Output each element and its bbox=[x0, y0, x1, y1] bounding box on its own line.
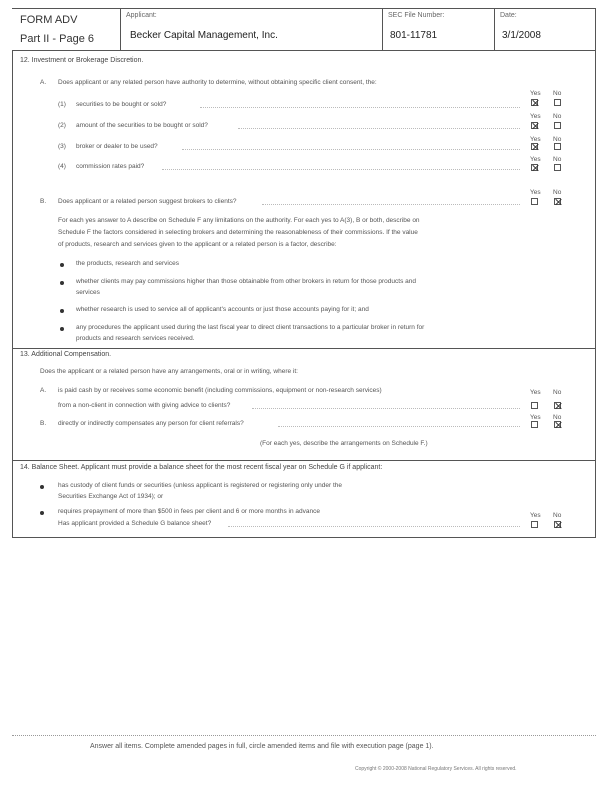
section-12b-yes-checkbox[interactable] bbox=[531, 198, 538, 205]
section-13b-yes-checkbox[interactable] bbox=[531, 421, 538, 428]
yes-label: Yes bbox=[530, 189, 541, 196]
item-12a3-text: broker or dealer to be used? bbox=[76, 143, 158, 150]
no-label: No bbox=[553, 113, 562, 120]
section-14-yes-checkbox[interactable] bbox=[531, 521, 538, 528]
header-divider-3 bbox=[494, 8, 495, 50]
item-12a3-number: (3) bbox=[58, 143, 66, 150]
item-12a2-number: (2) bbox=[58, 122, 66, 129]
section-12b-question: Does applicant or a related person suggest brokers to clients? bbox=[58, 198, 237, 205]
bullet-icon bbox=[40, 511, 44, 515]
footer-instructions: Answer all items. Complete amended pages in full, circle amended items and file with execution page (page 1). bbox=[90, 743, 434, 750]
yes-label: Yes bbox=[530, 414, 541, 421]
item-12a3-no-checkbox[interactable] bbox=[554, 143, 561, 150]
section-13b-no-checkbox[interactable] bbox=[554, 421, 561, 428]
header-divider-1 bbox=[120, 8, 121, 50]
dot-leader bbox=[162, 169, 520, 170]
section-13-divider bbox=[12, 348, 596, 349]
yes-label: Yes bbox=[530, 136, 541, 143]
dot-leader bbox=[182, 149, 520, 150]
dot-leader bbox=[252, 408, 520, 409]
section-14-bullet-text: Securities Exchange Act of 1934); or bbox=[58, 493, 164, 500]
no-label: No bbox=[553, 389, 562, 396]
dot-leader bbox=[228, 526, 520, 527]
section-13a-yes-checkbox[interactable] bbox=[531, 402, 538, 409]
no-label: No bbox=[553, 189, 562, 196]
section-12-paragraph-line: For each yes answer to A describe on Schedule F any limitations on the authority. For each yes to A(3), B or both, describe on bbox=[58, 217, 420, 224]
date-label: Date: bbox=[500, 12, 517, 19]
header-right-border bbox=[595, 8, 596, 50]
yes-label: Yes bbox=[530, 90, 541, 97]
item-12a1-no-checkbox[interactable] bbox=[554, 99, 561, 106]
section-12-bullet-text: the products, research and services bbox=[76, 260, 179, 267]
dot-leader bbox=[238, 128, 520, 129]
item-12a2-text: amount of the securities to be bought or sold? bbox=[76, 122, 208, 129]
no-label: No bbox=[553, 90, 562, 97]
item-12a3-yes-checkbox[interactable] bbox=[531, 143, 538, 150]
section-14-no-checkbox[interactable] bbox=[554, 521, 561, 528]
no-label: No bbox=[553, 156, 562, 163]
section-12-bullet-text: any procedures the applicant used during the last fiscal year to direct client transactions to a particular broker in return for bbox=[76, 324, 425, 331]
bullet-icon bbox=[60, 263, 64, 267]
section-12-bullet-text: whether clients may pay commissions higher than those obtainable from other brokers in return for those products and bbox=[76, 278, 416, 285]
item-12a4-number: (4) bbox=[58, 163, 66, 170]
yes-label: Yes bbox=[530, 512, 541, 519]
section-14-bullet-text: has custody of client funds or securities (unless applicant is registered or registering only under the bbox=[58, 482, 342, 489]
sec-file-label: SEC File Number: bbox=[388, 12, 445, 19]
section-14-divider bbox=[12, 460, 596, 461]
section-14-bottom-border bbox=[12, 537, 596, 538]
dot-leader bbox=[278, 426, 520, 427]
section-13-intro: Does the applicant or a related person have any arrangements, oral or in writing, where it: bbox=[40, 368, 298, 375]
footer-copyright: Copyright © 2000-2008 National Regulatory Services. All rights reserved. bbox=[355, 766, 517, 772]
section-13a-letter: A. bbox=[40, 387, 47, 394]
section-12b-letter: B. bbox=[40, 198, 47, 205]
footer-divider bbox=[12, 735, 596, 736]
section-13b-letter: B. bbox=[40, 420, 47, 427]
section-12-title: 12. Investment or Brokerage Discretion. bbox=[20, 57, 144, 64]
header-divider-2 bbox=[382, 8, 383, 50]
part-page-label: Part II - Page 6 bbox=[20, 33, 94, 45]
section-14-title: 14. Balance Sheet. Applicant must provide a balance sheet for the most recent fiscal year on Schedule G if applicant: bbox=[20, 464, 383, 471]
section-14-bullet-text: requires prepayment of more than $500 in fees per client and 6 or more months in advance bbox=[58, 508, 320, 515]
bullet-icon bbox=[40, 485, 44, 489]
bullet-icon bbox=[60, 327, 64, 331]
section-12a-question: Does applicant or any related person have authority to determine, without obtaining specific client consent, the: bbox=[58, 79, 377, 86]
item-12a4-text: commission rates paid? bbox=[76, 163, 145, 170]
yes-label: Yes bbox=[530, 113, 541, 120]
section-12-paragraph-line: Schedule F the factors considered in selecting brokers and determining the reasonableness of their commissions. If the value bbox=[58, 229, 418, 236]
section-12-bullet-text: products and research services received. bbox=[76, 335, 195, 342]
no-label: No bbox=[553, 512, 562, 519]
section-13-title: 13. Additional Compensation. bbox=[20, 351, 112, 358]
section-14-question: Has applicant provided a Schedule G balance sheet? bbox=[58, 520, 212, 527]
no-label: No bbox=[553, 136, 562, 143]
item-12a4-yes-checkbox[interactable] bbox=[531, 164, 538, 171]
applicant-name-label: Applicant: bbox=[126, 12, 157, 19]
dot-leader bbox=[262, 204, 520, 205]
yes-label: Yes bbox=[530, 156, 541, 163]
item-12a2-yes-checkbox[interactable] bbox=[531, 122, 538, 129]
frame-right-border bbox=[595, 50, 596, 537]
section-12-paragraph-line: of products, research and services given to the applicant or a related person is a factor, describe: bbox=[58, 241, 337, 248]
section-13a-no-checkbox[interactable] bbox=[554, 402, 561, 409]
item-12a1-yes-checkbox[interactable] bbox=[531, 99, 538, 106]
dot-leader bbox=[200, 107, 520, 108]
section-12b-no-checkbox[interactable] bbox=[554, 198, 561, 205]
section-13a-question: from a non-client in connection with giving advice to clients? bbox=[58, 402, 231, 409]
header-bottom-border bbox=[12, 50, 596, 51]
section-12-bullet-text: services bbox=[76, 289, 100, 296]
item-12a4-no-checkbox[interactable] bbox=[554, 164, 561, 171]
form-title: FORM ADV bbox=[20, 14, 78, 26]
section-13a-question: is paid cash by or receives some economic benefit (including commissions, equipment or non-research services) bbox=[58, 387, 382, 394]
bullet-icon bbox=[60, 309, 64, 313]
yes-label: Yes bbox=[530, 389, 541, 396]
section-13-note: (For each yes, describe the arrangements on Schedule F.) bbox=[260, 440, 428, 447]
bullet-icon bbox=[60, 281, 64, 285]
item-12a2-no-checkbox[interactable] bbox=[554, 122, 561, 129]
item-12a1-text: securities to be bought or sold? bbox=[76, 101, 167, 108]
section-12a-letter: A. bbox=[40, 79, 47, 86]
date-value: 3/1/2008 bbox=[502, 30, 541, 41]
no-label: No bbox=[553, 414, 562, 421]
item-12a1-number: (1) bbox=[58, 101, 66, 108]
section-12-bullet-text: whether research is used to service all of applicant's accounts or just those accounts paying for it; and bbox=[76, 306, 369, 313]
section-13b-question: directly or indirectly compensates any person for client referrals? bbox=[58, 420, 244, 427]
applicant-name-value: Becker Capital Management, Inc. bbox=[130, 30, 278, 41]
header-top-border bbox=[12, 8, 596, 9]
frame-left-border bbox=[12, 50, 13, 537]
sec-file-value: 801-11781 bbox=[390, 30, 438, 41]
